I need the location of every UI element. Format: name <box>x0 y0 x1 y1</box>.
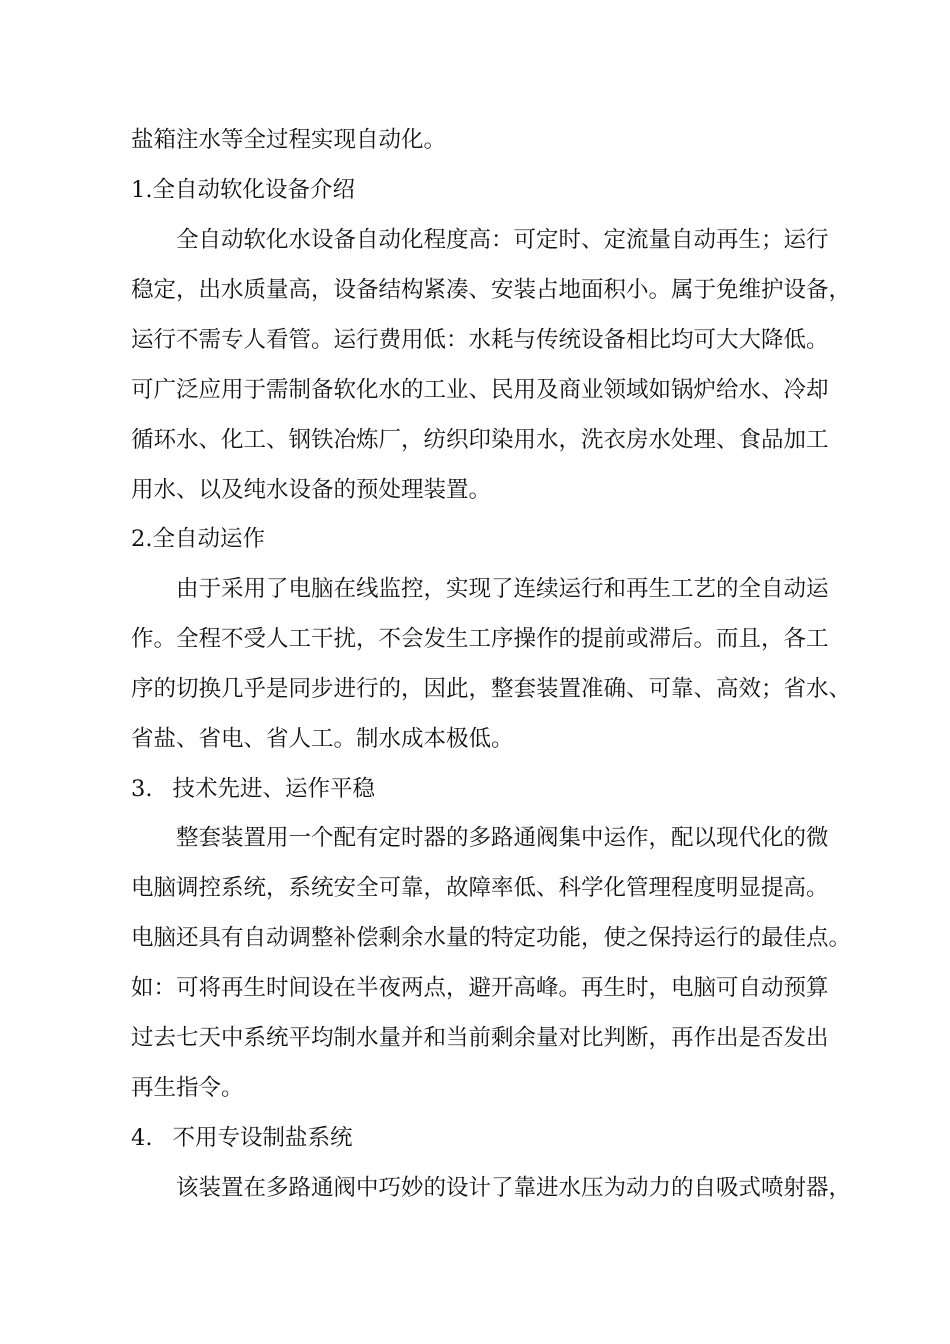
paragraph-line: 由于采用了电脑在线监控，实现了连续运行和再生工艺的全自动运 <box>176 576 829 602</box>
heading-text: 全自动运作 <box>152 526 265 552</box>
paragraph-line: 电脑还具有自动调整补偿剩余水量的特定功能，使之保持运行的最佳点。 <box>131 925 852 951</box>
paragraph-line: 省盐、省电、省人工。制水成本极低。 <box>131 726 514 752</box>
heading-number: 4. <box>131 1125 153 1151</box>
paragraph-line: 该装置在多路通阀中巧妙的设计了靠进水压为动力的自吸式喷射器， <box>176 1175 852 1201</box>
paragraph-line: 作。全程不受人工干扰，不会发生工序操作的提前或滞后。而且，各工 <box>131 626 829 652</box>
paragraph-line: 过去七天中系统平均制水量并和当前剩余量对比判断，再作出是否发出 <box>131 1025 829 1051</box>
heading-text: 全自动软化设备介绍 <box>152 177 355 203</box>
heading-text: 技术先进、运作平稳 <box>172 776 375 802</box>
paragraph-line: 可广泛应用于需制备软化水的工业、民用及商业领域如锅炉给水、冷却 <box>131 377 829 403</box>
heading-number: 3. <box>131 776 153 802</box>
heading-text: 不用专设制盐系统 <box>172 1125 353 1151</box>
heading-number: 2. <box>131 526 153 552</box>
paragraph-line: 稳定，出水质量高，设备结构紧凑、安装占地面积小。属于免维护设备， <box>131 277 852 303</box>
heading-number: 1. <box>131 177 153 203</box>
paragraph-line: 用水、以及纯水设备的预处理装置。 <box>131 477 492 503</box>
paragraph-line: 整套装置用一个配有定时器的多路通阀集中运作，配以现代化的微 <box>176 825 829 851</box>
section-heading-1 <box>131 175 355 205</box>
section-heading-4 <box>131 1123 352 1153</box>
paragraph-line: 全自动软化水设备自动化程度高：可定时、定流量自动再生；运行 <box>176 227 829 253</box>
paragraph-line: 再生指令。 <box>131 1075 244 1101</box>
paragraph-line: 运行不需专人看管。运行费用低：水耗与传统设备相比均可大大降低。 <box>131 327 829 353</box>
paragraph-line: 盐箱注水等全过程实现自动化。 <box>131 127 447 153</box>
paragraph-line: 循环水、化工、钢铁冶炼厂，纺织印染用水，洗衣房水处理、食品加工 <box>131 427 829 453</box>
paragraph-line: 电脑调控系统，系统安全可靠，故障率低、科学化管理程度明显提高。 <box>131 875 829 901</box>
paragraph-line: 序的切换几乎是同步进行的，因此，整套装置准确、可靠、高效；省水、 <box>131 676 852 702</box>
section-heading-2 <box>131 524 265 554</box>
section-heading-3 <box>131 774 375 804</box>
paragraph-line: 如：可将再生时间设在半夜两点，避开高峰。再生时，电脑可自动预算 <box>131 975 829 1001</box>
